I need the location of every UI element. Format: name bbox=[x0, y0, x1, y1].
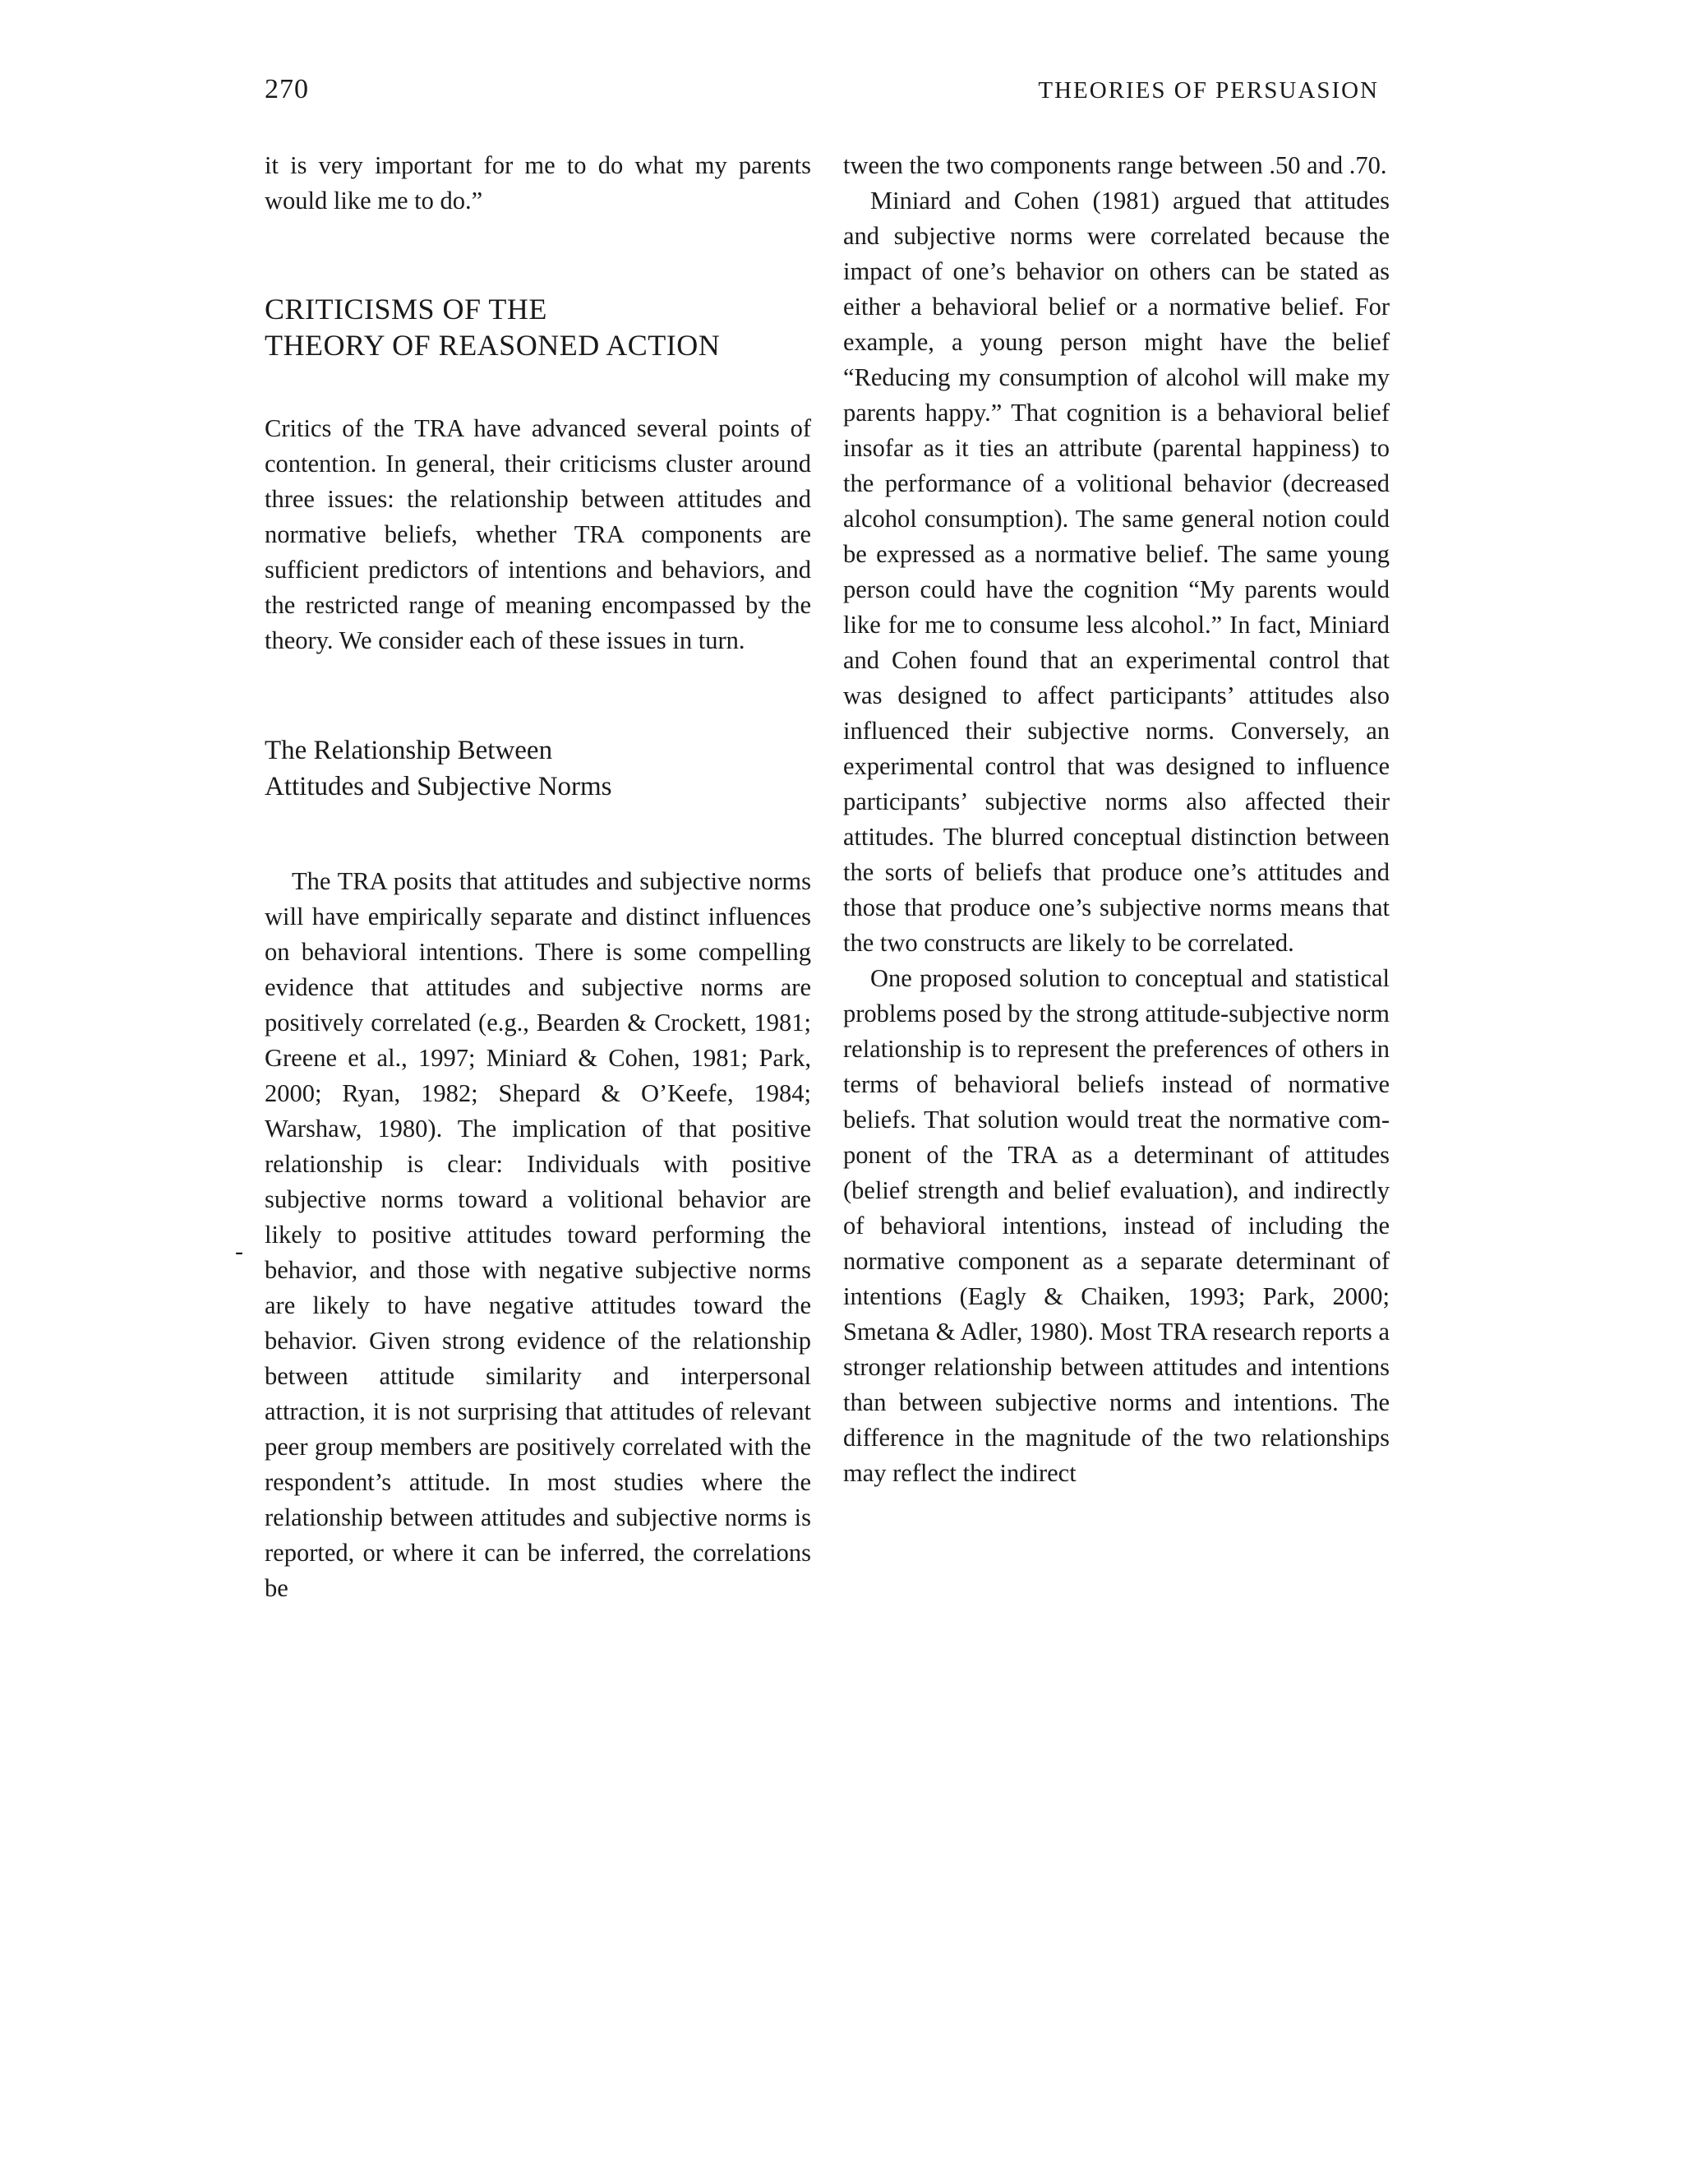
paragraph-solution: One proposed solution to conceptual and statistical problems posed by the strong attitude-subjective norm relationship is to represent the preferences of others in terms of behavioral beliefs instead of normative beliefs. That solution would treat the normative component of the TRA as a determinant of attitudes (belief strength and belief evaluation), and indirectly of behavioral intentions, instead of including the normative component as a separate determinant of intentions (Eagly & Chaiken, 1993; Park, 2000; Smetana & Adler, 1980). Most TRA research reports a stronger relationship between attitudes and intentions than between subjective norms and intentions. The difference in the magnitude of the two relationships may reflect the indirect bbox=[843, 964, 1390, 1487]
section-heading bbox=[265, 291, 811, 363]
section-heading-line-1: CRITICISMS OF THE bbox=[265, 293, 547, 326]
subsection-heading-line-2: Attitudes and Subjective Norms bbox=[265, 772, 612, 801]
section-heading-line-2: THEORY OF REASONED ACTION bbox=[265, 329, 721, 362]
running-head: THEORIES OF PERSUASION bbox=[1038, 77, 1379, 104]
left-column bbox=[265, 148, 811, 1606]
right-column bbox=[843, 148, 1390, 1491]
paragraph-continued-right: tween the two components range between .50 and .70. bbox=[843, 151, 1387, 179]
subsection-heading bbox=[265, 732, 811, 805]
margin-mark: - bbox=[235, 1238, 243, 1265]
paragraph-continued-left: it is very important for me to do what my parents would like me to do.” bbox=[265, 151, 811, 215]
subsection-heading-line-1: The Relationship Between bbox=[265, 736, 553, 765]
paragraph-miniard: Miniard and Cohen (1981) argued that attitudes and subjective norms were correlated because the impact of one’s behavior on others can be stated as either a behavioral belief or a normative belief. For example, a young person might have the belief “Reducing my consumption of alcohol will make my parents happy.” That cognition is a behavioral belief insofar as it ties an attribute (parental happiness) to the performance of a volitional behavior (decreased alcohol consumption). The same general notion could be expressed as a normative belief. The same young person could have the cognition “My parents would like for me to consume less alcohol.” In fact, Miniard and Cohen found that an experimental control that was designed to affect participants’ attitudes also influenced their subjective norms. Conversely, an experimental control that was designed to influence participants’ subjective norms also affected their attitudes. The blurred conceptual distinction between the sorts of beliefs that produce one’s attitudes and those that produce one’s subjective norms means that the two constructs are likely to be correlated. bbox=[843, 187, 1390, 957]
paragraph-tra-posits: The TRA posits that attitudes and subjective norms will have empirically separate and distinct influences on behavioral intentions. There is some compelling evidence that attitudes and subjective norms are positively correlated (e.g., Bearden & Crockett, 1981; Greene et al., 1997; Miniard & Cohen, 1981; Park, 2000; Ryan, 1982; Shepard & O’Keefe, 1984; Warshaw, 1980). The implication of that positive relationship is clear: Individuals with positive subjective norms toward a volitional behavior are likely to positive attitudes toward performing the behavior, and those with negative subjective norms are likely to have negative attitudes toward the behavior. Given strong evidence of the relationship between attitude similarity and interpersonal attraction, it is not surprising that attitudes of relevant peer group members are positively correlated with the respondent’s attitude. In most studies where the relationship between attitudes and subjective norms is reported, or where it can be inferred, the correlations be bbox=[265, 867, 811, 1602]
page-number: 270 bbox=[265, 74, 309, 104]
paragraph-critics: Critics of the TRA have advanced several points of contention. In general, their criticisms cluster around three issues: the relationship between attitudes and normative beliefs, whether TRA components are sufficient predictors of intentions and behaviors, and the restricted range of meaning encompassed by the theory. We consider each of these issues in turn. bbox=[265, 414, 811, 654]
